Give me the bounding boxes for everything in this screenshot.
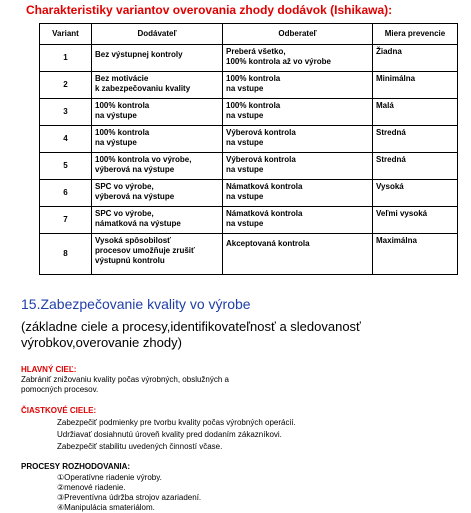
cell-prevention: Maximálna xyxy=(373,234,458,275)
cell-customer xyxy=(223,153,373,180)
cell-supplier xyxy=(92,99,223,126)
verification-variants-table xyxy=(39,23,458,275)
cell-supplier xyxy=(92,180,223,207)
cell-line: na vstupe xyxy=(226,192,264,201)
cell-customer xyxy=(223,126,373,153)
cell-line: Vysoká spôsobilosť xyxy=(95,236,172,245)
cell-prevention: Vysoká xyxy=(373,180,458,207)
header-variant: Variant xyxy=(40,24,92,45)
cell-customer xyxy=(223,45,373,72)
cell-line: 100% kontrola xyxy=(95,128,150,137)
cell-line: Akceptovaná kontrola xyxy=(226,239,310,248)
cell-line: výstupnú kontrolu xyxy=(95,256,165,265)
cell-line: na vstupe xyxy=(226,84,264,93)
main-goal-label: HLAVNÝ CIEĽ: xyxy=(21,365,77,374)
cell-line: Bez výstupnej kontroly xyxy=(95,50,183,59)
cell-line: Preberá všetko, xyxy=(226,47,286,56)
table-row xyxy=(40,207,458,234)
main-goal-line: Zabrániť znižovaniu kvality počas výrobných, obslužných a xyxy=(21,375,229,384)
cell-line: procesov umožňuje zrušiť xyxy=(95,246,195,255)
cell-line: na vstupe xyxy=(226,219,264,228)
cell-line: 100% kontrola xyxy=(226,101,281,110)
cell-variant: 8 xyxy=(40,234,92,275)
cell-line: 100% kontrola xyxy=(95,101,150,110)
table-row xyxy=(40,45,458,72)
table-header-row xyxy=(40,24,458,45)
process-line: ④Manipulácia smateriálom. xyxy=(57,503,155,512)
cell-line: Výberová kontrola xyxy=(226,155,296,164)
table-row xyxy=(40,180,458,207)
cell-prevention: Stredná xyxy=(373,126,458,153)
cell-line: Výberová kontrola xyxy=(226,128,296,137)
cell-line: SPC vo výrobe, xyxy=(95,182,154,191)
cell-prevention: Malá xyxy=(373,99,458,126)
table-row xyxy=(40,153,458,180)
cell-line: na výstupe xyxy=(95,111,137,120)
table-row xyxy=(40,234,458,275)
header-supplier: Dodávateľ xyxy=(92,24,223,45)
cell-prevention: Žiadna xyxy=(373,45,458,72)
cell-customer xyxy=(223,207,373,234)
cell-variant: 2 xyxy=(40,72,92,99)
cell-supplier xyxy=(92,153,223,180)
cell-line: na výstupe xyxy=(95,138,137,147)
table-row xyxy=(40,99,458,126)
document-title: Charakteristiky variantov overovania zhody dodávok (Ishikawa): xyxy=(26,3,393,17)
cell-customer xyxy=(223,234,373,275)
cell-supplier xyxy=(92,45,223,72)
partial-goal-line: Zabezpečiť stabilitu uvedených činností včase. xyxy=(57,442,223,451)
cell-line: výberová na výstupe xyxy=(95,192,175,201)
cell-line: Námatková kontrola xyxy=(226,182,303,191)
section-subtitle: (základne ciele a procesy,identifikovateľnosť a sledovanosť výrobkov,overovanie zhody) xyxy=(21,319,361,350)
cell-line: 100% kontrola až vo výrobe xyxy=(226,57,331,66)
process-line: ②menové riadenie. xyxy=(57,483,126,492)
cell-line: na vstupe xyxy=(226,138,264,147)
header-customer: Odberateľ xyxy=(223,24,373,45)
processes-label: PROCESY ROZHODOVANIA: xyxy=(21,462,131,471)
cell-line: námatková na výstupe xyxy=(95,219,181,228)
partial-goal-line: Zabezpečiť podmienky pre tvorbu kvality počas výrobných operácií. xyxy=(57,418,296,427)
cell-supplier xyxy=(92,126,223,153)
main-goal-line: pomocných procesov. xyxy=(21,385,99,394)
header-prevention: Miera prevencie xyxy=(373,24,458,45)
cell-variant: 4 xyxy=(40,126,92,153)
table-row xyxy=(40,72,458,99)
cell-supplier xyxy=(92,207,223,234)
partial-goals-label: ČIASTKOVÉ CIELE: xyxy=(21,406,97,415)
cell-line: 100% kontrola vo výrobe, xyxy=(95,155,192,164)
cell-line: SPC vo výrobe, xyxy=(95,209,154,218)
cell-customer xyxy=(223,72,373,99)
partial-goal-line: Udržiavať dosiahnutú úroveň kvality pred dodaním zákazníkovi. xyxy=(57,430,282,439)
cell-supplier xyxy=(92,234,223,275)
process-line: ①Operatívne riadenie výroby. xyxy=(57,473,162,482)
cell-variant: 3 xyxy=(40,99,92,126)
cell-prevention: Stredná xyxy=(373,153,458,180)
process-line: ③Preventívna údržba strojov azariadení. xyxy=(57,493,202,502)
table-row xyxy=(40,126,458,153)
cell-line: Námatková kontrola xyxy=(226,209,303,218)
cell-variant: 7 xyxy=(40,207,92,234)
cell-variant: 1 xyxy=(40,45,92,72)
cell-customer xyxy=(223,180,373,207)
cell-variant: 6 xyxy=(40,180,92,207)
cell-prevention: Minimálna xyxy=(373,72,458,99)
cell-line: na vstupe xyxy=(226,165,264,174)
cell-variant: 5 xyxy=(40,153,92,180)
cell-line: Bez motivácie xyxy=(95,74,149,83)
cell-line: na vstupe xyxy=(226,111,264,120)
section-title: 15.Zabezpečovanie kvality vo výrobe xyxy=(21,296,251,312)
cell-prevention: Veľmi vysoká xyxy=(373,207,458,234)
cell-customer xyxy=(223,99,373,126)
cell-supplier xyxy=(92,72,223,99)
cell-line: výberová na výstupe xyxy=(95,165,175,174)
cell-line: k zabezpečovaniu kvality xyxy=(95,84,191,93)
cell-line: 100% kontrola xyxy=(226,74,281,83)
